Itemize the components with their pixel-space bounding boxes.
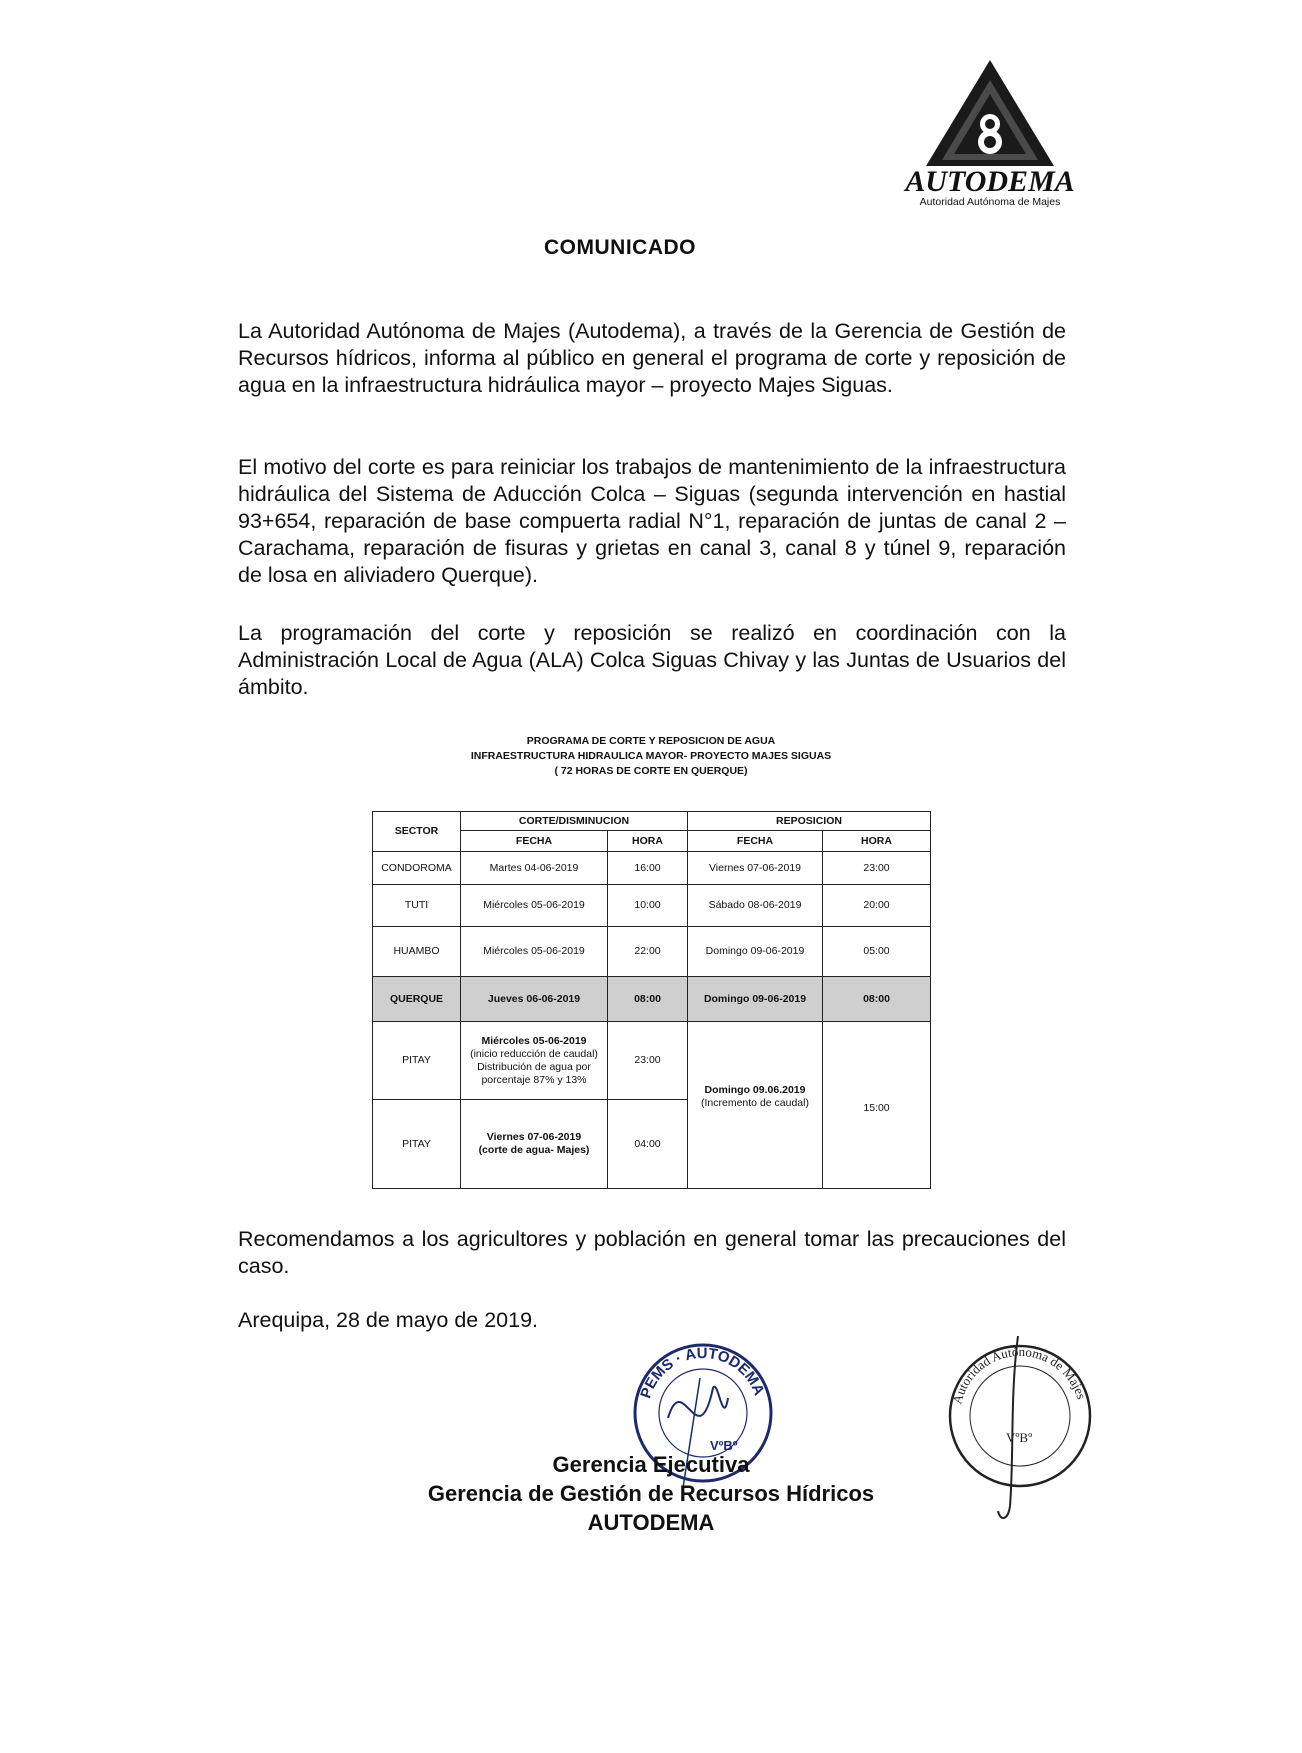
stamp-left-vb: VºBº: [710, 1438, 738, 1453]
svg-text:AUTODEMA: AUTODEMA: [905, 165, 1075, 198]
table-caption-line1: PROGRAMA DE CORTE Y REPOSICION DE AGUA: [526, 735, 776, 747]
cell-sector: TUTI: [373, 885, 461, 927]
autodema-logo-icon: [905, 58, 1075, 198]
signature-line1: Gerencia Ejecutiva: [552, 1452, 750, 1477]
page-title: COMUNICADO: [544, 236, 696, 259]
cell-rep-fecha: Domingo 09-06-2019: [688, 927, 823, 977]
cell-corte-hora: 22:00: [608, 927, 688, 977]
header-corte-hora: HORA: [608, 831, 688, 852]
header-sector: SECTOR: [373, 812, 461, 852]
closing-paragraph: Recomendamos a los agricultores y población en general tomar las precauciones del caso.: [238, 1227, 1066, 1278]
cell-corte-fecha: Miércoles 05-06-2019: [461, 927, 608, 977]
cell-rep-fecha: [688, 1022, 823, 1189]
cell-fecha-detail: (inicio reducción de caudal) Distribución de agua por porcentaje 87% y 13%: [470, 1047, 598, 1086]
stamp-left-text: PEMS · AUTODEMA: [637, 1344, 768, 1401]
signature-line3: AUTODEMA: [587, 1510, 715, 1535]
cell-corte-hora: 08:00: [608, 977, 688, 1022]
header-corte: CORTE/DISMINUCION: [461, 812, 688, 831]
cell-sector: PITAY: [373, 1022, 461, 1100]
cell-sector: HUAMBO: [373, 927, 461, 977]
stamp-right-text: Autoridad Autónoma de Majes: [949, 1343, 1090, 1406]
header-reposicion: REPOSICION: [688, 812, 931, 831]
cell-corte-fecha: [461, 1022, 608, 1100]
header-rep-hora: HORA: [823, 831, 931, 852]
table-caption-line2: INFRAESTRUCTURA HIDRAULICA MAYOR- PROYECTO MAJES SIGUAS: [470, 750, 832, 762]
table-row-highlighted: [373, 977, 931, 1022]
cell-rep-hora: 23:00: [823, 852, 931, 885]
cell-corte-fecha: [461, 1100, 608, 1189]
cell-corte-hora: 04:00: [608, 1100, 688, 1189]
cell-corte-fecha: Jueves 06-06-2019: [461, 977, 608, 1022]
cell-corte-hora: 16:00: [608, 852, 688, 885]
logo-caption: Autoridad Autónoma de Majes: [919, 196, 1061, 208]
schedule-table: [372, 811, 931, 1189]
cell-sector: QUERQUE: [373, 977, 461, 1022]
cell-rep-fecha: Sábado 08-06-2019: [688, 885, 823, 927]
autodema-logo: [900, 58, 1080, 208]
table-row: [373, 885, 931, 927]
header-rep-fecha: FECHA: [688, 831, 823, 852]
table-caption-line3: ( 72 HORAS DE CORTE EN QUERQUE): [554, 765, 748, 777]
cell-fecha-detail: (corte de agua- Majes): [478, 1144, 590, 1156]
header-corte-fecha: FECHA: [461, 831, 608, 852]
cell-rep-hora: 20:00: [823, 885, 931, 927]
cell-fecha-bold: Miércoles 05-06-2019: [481, 1034, 587, 1047]
table-header-row: [373, 812, 931, 831]
cell-corte-hora: 23:00: [608, 1022, 688, 1100]
paragraph-intro: La Autoridad Autónoma de Majes (Autodema), a través de la Gerencia de Gestión de Recursos hídricos, informa al público en general el programa de corte y reposición de agua en la infraestructura hidráulica mayor – proyecto Majes Siguas.: [238, 319, 1066, 397]
date-line: Arequipa, 28 de mayo de 2019.: [238, 1308, 539, 1332]
cell-corte-hora: 10:00: [608, 885, 688, 927]
table-row: [373, 1022, 931, 1100]
cell-rep-fecha: Viernes 07-06-2019: [688, 852, 823, 885]
cell-fecha-bold: Viernes 07-06-2019: [486, 1131, 582, 1143]
cell-rep-fecha: Domingo 09-06-2019: [688, 977, 823, 1022]
table-row: [373, 927, 931, 977]
paragraph-coordinacion: La programación del corte y reposición se realizó en coordinación con la Administración Local de Agua (ALA) Colca Siguas Chivay y las Juntas de Usuarios del ámbito.: [238, 621, 1066, 699]
paragraph-motivo: El motivo del corte es para reiniciar los trabajos de mantenimiento de la infraestructura hidráulica del Sistema de Aducción Colca – Siguas (segunda intervención en hastial 93+654, reparación de base compuerta radial N°1, reparación de juntas de canal 2 – Carachama, reparación de fisuras y grietas en canal 3, canal 8 y túnel 9, reparación de losa en aliviadero Querque).: [238, 455, 1066, 587]
cell-rep-hora: 05:00: [823, 927, 931, 977]
cell-sector: CONDOROMA: [373, 852, 461, 885]
signature-line2: Gerencia de Gestión de Recursos Hídricos: [427, 1481, 875, 1506]
cell-corte-fecha: Martes 04-06-2019: [461, 852, 608, 885]
cell-fecha-detail: (Incremento de caudal): [701, 1097, 809, 1109]
cell-rep-hora: 15:00: [823, 1022, 931, 1189]
cell-sector: PITAY: [373, 1100, 461, 1189]
cell-rep-hora: 08:00: [823, 977, 931, 1022]
table-row: [373, 852, 931, 885]
cell-corte-fecha: Miércoles 05-06-2019: [461, 885, 608, 927]
stamp-right-vb: VºBº: [1006, 1430, 1033, 1445]
cell-fecha-bold: Domingo 09.06.2019: [704, 1084, 806, 1096]
